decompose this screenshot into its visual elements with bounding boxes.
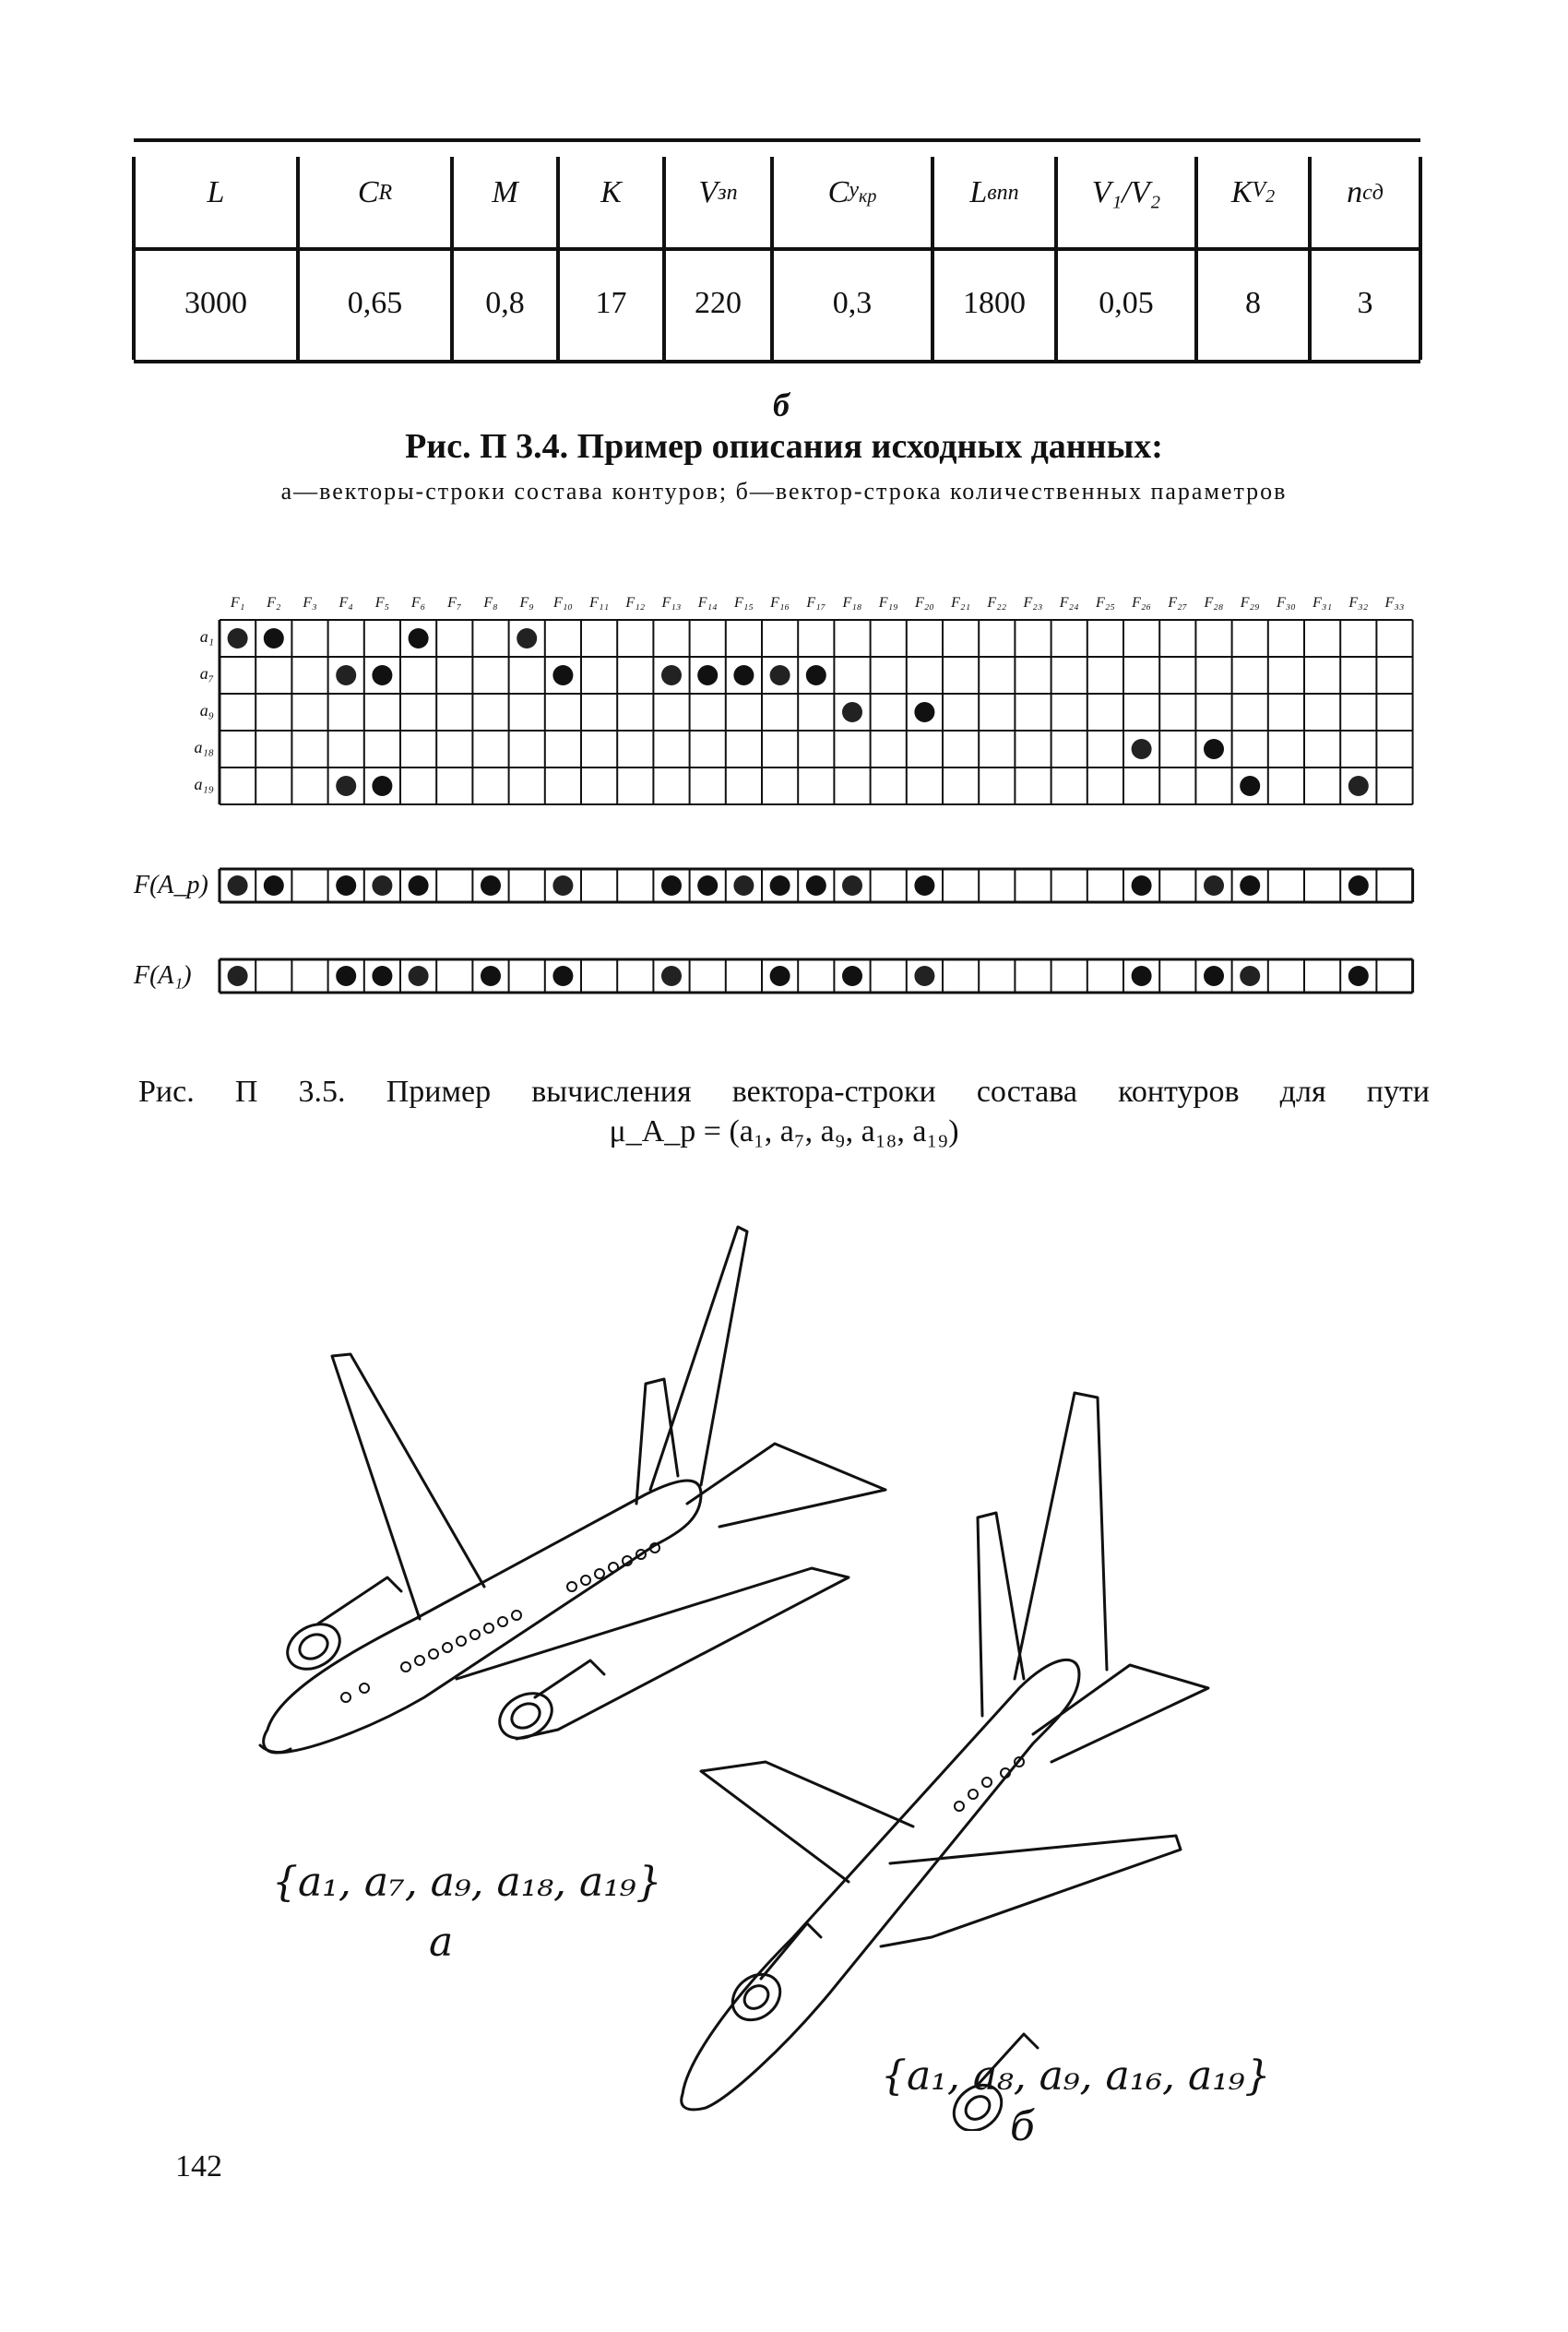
- table-header-symbol: L: [969, 175, 988, 209]
- vector-mark: [481, 875, 501, 896]
- matrix-column-label: F₂₇: [1168, 595, 1188, 611]
- table-value-cell: 8: [1245, 286, 1261, 320]
- vector-mark: [336, 966, 356, 986]
- matrix-column-label: F₁₀: [552, 595, 573, 611]
- vector-mark: [409, 966, 429, 986]
- matrix-column-label: F₁₃: [661, 595, 682, 611]
- table-value-cell: 0,3: [832, 286, 873, 320]
- matrix-mark: [1204, 739, 1224, 759]
- matrix-mark: [228, 628, 248, 648]
- matrix-mark: [372, 776, 392, 796]
- vector-mark: [1240, 966, 1260, 986]
- table-value-cell: 17: [595, 286, 627, 320]
- matrix-mark: [806, 665, 826, 685]
- vector-mark: [842, 875, 862, 896]
- matrix-mark: [517, 628, 537, 648]
- vector-mark: [372, 875, 392, 896]
- aircraft-a-label: а: [429, 1919, 454, 1966]
- matrix-column-label: F₂₄: [1059, 595, 1079, 611]
- vector-mark: [770, 966, 790, 986]
- matrix-column-label: F₉: [519, 595, 534, 611]
- vector-mark: [409, 875, 429, 896]
- table-value-cell: 1800: [963, 286, 1026, 320]
- vector-mark: [552, 875, 573, 896]
- vector-mark: [914, 966, 934, 986]
- matrix-mark: [1132, 739, 1152, 759]
- matrix-column-label: F₂₂: [987, 595, 1007, 611]
- vector-mark: [228, 966, 248, 986]
- table-header-subscript: сд: [1362, 180, 1384, 205]
- matrix-column-label: F₂₀: [914, 595, 934, 611]
- matrix-row-label: a₇: [199, 664, 214, 683]
- matrix-column-label: F₇: [447, 595, 462, 611]
- aircraft-a-drawing: [260, 1227, 885, 1753]
- figure-3-4-title: Рис. П 3.4. Пример описания исходных данных:: [405, 427, 1163, 466]
- figure-3-5-caption-line2: μ_A_p = (a₁, a₇, a₉, a₁₈, a₁₉): [609, 1114, 959, 1148]
- table-header-subscript: R: [378, 180, 393, 205]
- table-header-subsubscript: 2: [1265, 185, 1276, 207]
- aircraft-a-set: {a₁, a₇, a₉, a₁₈, a₁₉}: [272, 1859, 662, 1906]
- vector-mark: [1132, 966, 1152, 986]
- vector-mark: [733, 875, 754, 896]
- vector-mark: [770, 875, 790, 896]
- matrix-column-label: F₃₂: [1348, 595, 1369, 611]
- matrix-row-label: a₉: [199, 701, 214, 720]
- matrix-mark: [1240, 776, 1260, 796]
- table-header-subscript: $y_{кр}$: [849, 178, 877, 207]
- matrix-row-label: a₁: [199, 627, 214, 646]
- vector-mark: [661, 875, 682, 896]
- vector-mark: [1348, 875, 1369, 896]
- matrix-column-label: F₂₉: [1240, 595, 1260, 611]
- vector-mark: [228, 875, 248, 896]
- matrix-column-label: F₁₅: [733, 595, 754, 611]
- matrix-column-label: F₁₁: [589, 595, 610, 611]
- matrix-mark: [1348, 776, 1369, 796]
- table-header-symbol: K: [1230, 175, 1253, 209]
- matrix-mark: [733, 665, 754, 685]
- vector-label: F(A₁): [134, 961, 192, 990]
- vector-mark: [1204, 966, 1224, 986]
- matrix-mark: [914, 702, 934, 722]
- table-header-symbol: V: [698, 175, 719, 209]
- matrix-row-label: a₁₈: [194, 738, 214, 756]
- matrix-mark: [842, 702, 862, 722]
- table-value-cell: 0,65: [347, 286, 403, 320]
- vector-label: F(A_p): [134, 871, 208, 899]
- table-header-subscript: $V_2$: [1252, 178, 1276, 207]
- matrix-mark: [661, 665, 682, 685]
- matrix-column-label: F₆: [410, 595, 426, 611]
- matrix-mark: [770, 665, 790, 685]
- vector-mark: [914, 875, 934, 896]
- vector-mark: [336, 875, 356, 896]
- figure-letter-b: б: [773, 387, 790, 423]
- matrix-mark: [372, 665, 392, 685]
- matrix-mark: [264, 628, 284, 648]
- matrix-column-label: F₁₄: [697, 595, 718, 611]
- matrix-column-label: F₄: [339, 595, 353, 611]
- aircraft-illustrations: [0, 1199, 1568, 2131]
- table-header-subscript: зп: [718, 180, 738, 205]
- matrix-column-label: F₁₈: [842, 595, 862, 611]
- matrix-mark: [697, 665, 718, 685]
- contour-matrix-figure: [0, 0, 1568, 1061]
- table-header-subsubscript: кр: [858, 185, 877, 207]
- matrix-column-label: F₁₂: [625, 595, 646, 611]
- vector-mark: [661, 966, 682, 986]
- matrix-mark: [409, 628, 429, 648]
- matrix-mark: [336, 665, 356, 685]
- matrix-column-label: F₃₁: [1313, 595, 1333, 611]
- table-header-symbol: C: [357, 175, 379, 209]
- matrix-column-label: F₁₆: [770, 595, 790, 611]
- vector-mark: [842, 966, 862, 986]
- vector-mark: [1240, 875, 1260, 896]
- aircraft-b-drawing: [682, 1393, 1208, 2131]
- matrix-mark: [336, 776, 356, 796]
- vector-mark: [264, 875, 284, 896]
- contour-matrix-svg: [0, 0, 1568, 1061]
- aircraft-b-set: {a₁, a₈, a₉, a₁₆, a₁₉}: [881, 2052, 1271, 2100]
- matrix-column-label: F₃: [303, 595, 317, 611]
- matrix-column-label: F₂₁: [951, 595, 971, 611]
- vector-mark: [372, 966, 392, 986]
- matrix-column-label: F₂₈: [1204, 595, 1224, 611]
- matrix-column-label: F₁₉: [878, 595, 898, 611]
- vector-mark: [1132, 875, 1152, 896]
- table-value-cell: 220: [695, 286, 742, 320]
- table-header-symbol: C: [827, 175, 849, 209]
- vector-mark: [552, 966, 573, 986]
- vector-mark: [1204, 875, 1224, 896]
- table-value-cell: 0,8: [485, 286, 525, 320]
- matrix-column-label: F₁: [230, 595, 245, 611]
- vector-mark: [481, 966, 501, 986]
- aircraft-b-label: б: [1010, 2103, 1035, 2150]
- table-header-subscript: впп: [987, 180, 1019, 205]
- page-number: 142: [175, 2149, 222, 2183]
- figure-3-5-caption-line1: Рис. П 3.5. Пример вычисления вектора-строки состава контуров для пути: [138, 1075, 1430, 1109]
- table-header-symbol: L: [207, 175, 225, 209]
- matrix-mark: [552, 665, 573, 685]
- table-header-symbol: M: [492, 175, 518, 209]
- table-header-symbol: V₁/V₂: [1091, 175, 1161, 209]
- table-header-symbol: K: [600, 175, 622, 209]
- matrix-column-label: F₈: [483, 595, 498, 611]
- figure-3-4-subtitle: а—векторы-строки состава контуров; б—вектор-строка количественных параметров: [280, 478, 1288, 505]
- vector-mark: [806, 875, 826, 896]
- matrix-column-label: F₅: [374, 595, 390, 611]
- matrix-column-label: F₂: [267, 595, 281, 611]
- matrix-column-label: F₃₀: [1276, 595, 1296, 611]
- matrix-column-label: F₃₃: [1384, 595, 1405, 611]
- matrix-column-label: F₂₆: [1132, 595, 1152, 611]
- table-value-cell: 0,05: [1099, 286, 1154, 320]
- vector-mark: [697, 875, 718, 896]
- matrix-row-label: a₁₉: [194, 775, 214, 793]
- table-value-cell: 3: [1357, 286, 1373, 320]
- table-value-cell: 3000: [184, 286, 247, 320]
- table-header-symbol: n: [1347, 175, 1363, 209]
- matrix-column-label: F₂₃: [1023, 595, 1043, 611]
- matrix-column-label: F₂₅: [1095, 595, 1115, 611]
- vector-mark: [1348, 966, 1369, 986]
- matrix-column-label: F₁₇: [806, 595, 826, 611]
